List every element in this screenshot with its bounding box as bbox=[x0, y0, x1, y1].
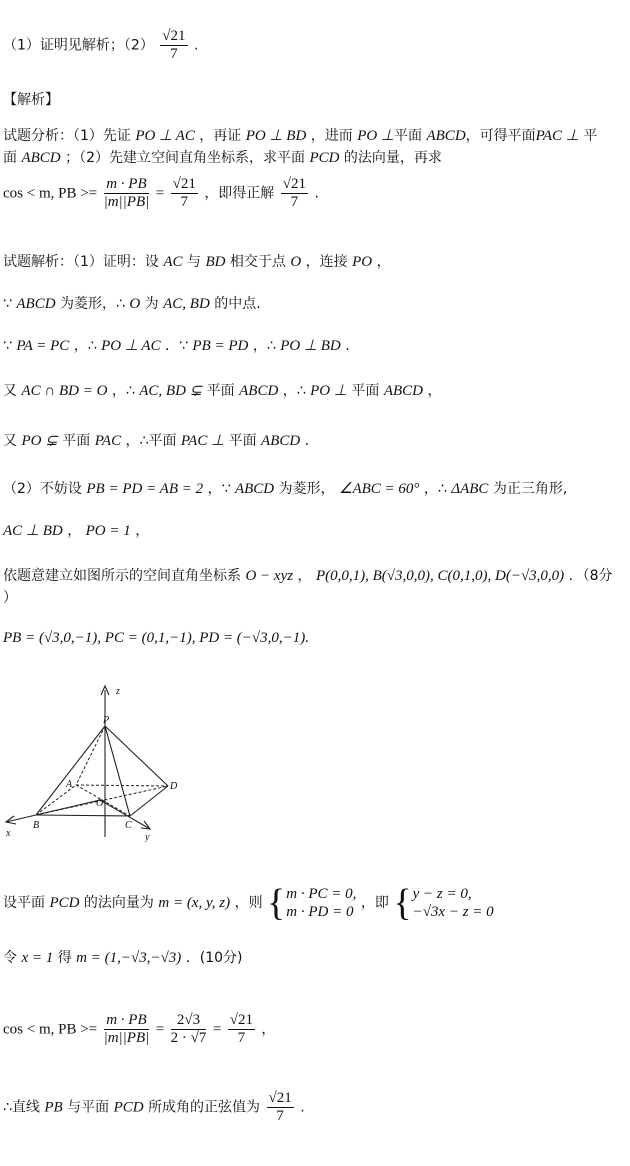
solution-line-5: 又 PO ⊊ 平面 PAC ，∴平面 PAC ⊥ 平面 ABCD . bbox=[3, 433, 310, 449]
equation-system-2: y − z = 0, −√3x − z = 0 bbox=[412, 886, 494, 920]
edge-PD bbox=[105, 726, 168, 786]
solution-line-4: 又 AC ∩ BD = O ，∴ AC, BD ⊊ 平面 ABCD ，∴ PO ⊥ 平面 ABCD ， bbox=[3, 383, 442, 399]
equation-system-1: m · PC = 0, m · PD = 0 bbox=[286, 886, 357, 920]
solution-line-9: PB = (√3,0,−1), PC = (0,1,−1), PD = (−√3,0,−1). bbox=[3, 630, 310, 646]
analysis-line-2: 面 ABCD ；（2）先建立空间直角坐标系，求平面 PCD 的法向量，再求 bbox=[3, 150, 442, 166]
solution-line-8b: ） bbox=[3, 590, 17, 606]
label-B: B bbox=[33, 820, 40, 831]
label-O: O bbox=[96, 798, 104, 809]
pyramid-figure bbox=[0, 682, 200, 842]
cos-result-fraction-2: $\frac{2√3}{2 \cdot √7}$ bbox=[170, 1012, 207, 1046]
answer-line: （1）证明见解析；（2） $\frac{√21}{7}$ . bbox=[3, 28, 199, 62]
final-line: ∴直线 PB 与平面 PCD 所成角的正弦值为 $\frac{√21}{7}$ . bbox=[3, 1090, 305, 1124]
label-z: z bbox=[116, 686, 120, 697]
label-D: D bbox=[170, 781, 178, 792]
left-brace: { bbox=[267, 882, 286, 924]
label-x: x bbox=[6, 828, 11, 839]
tail-fraction: $\frac{√21}{7}$ bbox=[282, 176, 306, 210]
solution-line-6: （2）不妨设 PB = PD = AB = 2 ，∵ ABCD 为菱形， ∠ABC = 60° ，∴ ΔABC 为正三角形, bbox=[3, 481, 568, 497]
final-fraction: $\frac{√21}{7}$ bbox=[268, 1090, 292, 1124]
value-fraction: $\frac{√21}{7}$ bbox=[172, 176, 196, 210]
cos-result-fraction-1: $\frac{m \cdot PB}{|m||PB|}$ bbox=[103, 1012, 150, 1046]
solution-line-1: 试题解析：（1）证明：设 AC 与 BD 相交于点 O ，连接 PO ， bbox=[3, 254, 391, 270]
label-P: P bbox=[103, 715, 110, 726]
left-brace-2: { bbox=[393, 882, 412, 924]
edge-PA bbox=[76, 726, 105, 785]
let-x-line: 令 x = 1 得 m = (1,−√3,−√3) ．(10分) bbox=[3, 950, 243, 966]
solution-line-3: ∵ PA = PC ，∴ PO ⊥ AC ．∵ PB = PD ，∴ PO ⊥ BD . bbox=[3, 338, 350, 354]
edge-AD bbox=[76, 785, 168, 786]
solution-line-2: ∵ ABCD 为菱形，∴ O 为 AC, BD 的中点. bbox=[3, 296, 261, 312]
answer-fraction: $\frac{√21}{7}$ bbox=[162, 28, 186, 62]
analysis-line-1: 试题分析：（1）先证 PO ⊥ AC ，再证 PO ⊥ BD ，进而 PO ⊥平面 ABCD，可得平面PAC ⊥ 平 bbox=[3, 128, 598, 144]
edge-BC bbox=[36, 815, 130, 816]
cos-fraction: $\frac{m \cdot PB}{|m||PB|}$ bbox=[103, 176, 150, 210]
cos-result-line: cos < m, PB >= $\frac{m \cdot PB}{|m||PB|}$ = $\frac{2√3}{2 \cdot √7}$ = $\frac{√21}{7}$ ， bbox=[3, 1012, 276, 1046]
label-C: C bbox=[125, 820, 132, 831]
solution-line-7: AC ⊥ BD ， PO = 1 ， bbox=[3, 523, 150, 539]
normal-vector-line: 设平面 PCD 的法向量为 m = (x, y, z) ，则 { m · PC = 0, m · PD = 0 ，即 { y − z = 0, −√3x − z = 0 bbox=[3, 882, 494, 924]
edge-PC bbox=[105, 726, 130, 816]
solution-line-8: 依题意建立如图所示的空间直角坐标系 O − xyz ， P(0,0,1), B(√3,0,0), C(0,1,0), D(−√3,0,0) ．（8分 bbox=[3, 568, 613, 584]
section-heading: 【解析】 bbox=[3, 92, 59, 108]
analysis-cos-line: cos < m, PB >= $\frac{m \cdot PB}{|m||PB|}$ = $\frac{√21}{7}$ ，即得正解 $\frac{√21}{7}$ . bbox=[3, 176, 319, 210]
cos-result-fraction-3: $\frac{√21}{7}$ bbox=[229, 1012, 253, 1046]
label-A: A bbox=[66, 779, 73, 790]
label-y: y bbox=[145, 832, 150, 842]
